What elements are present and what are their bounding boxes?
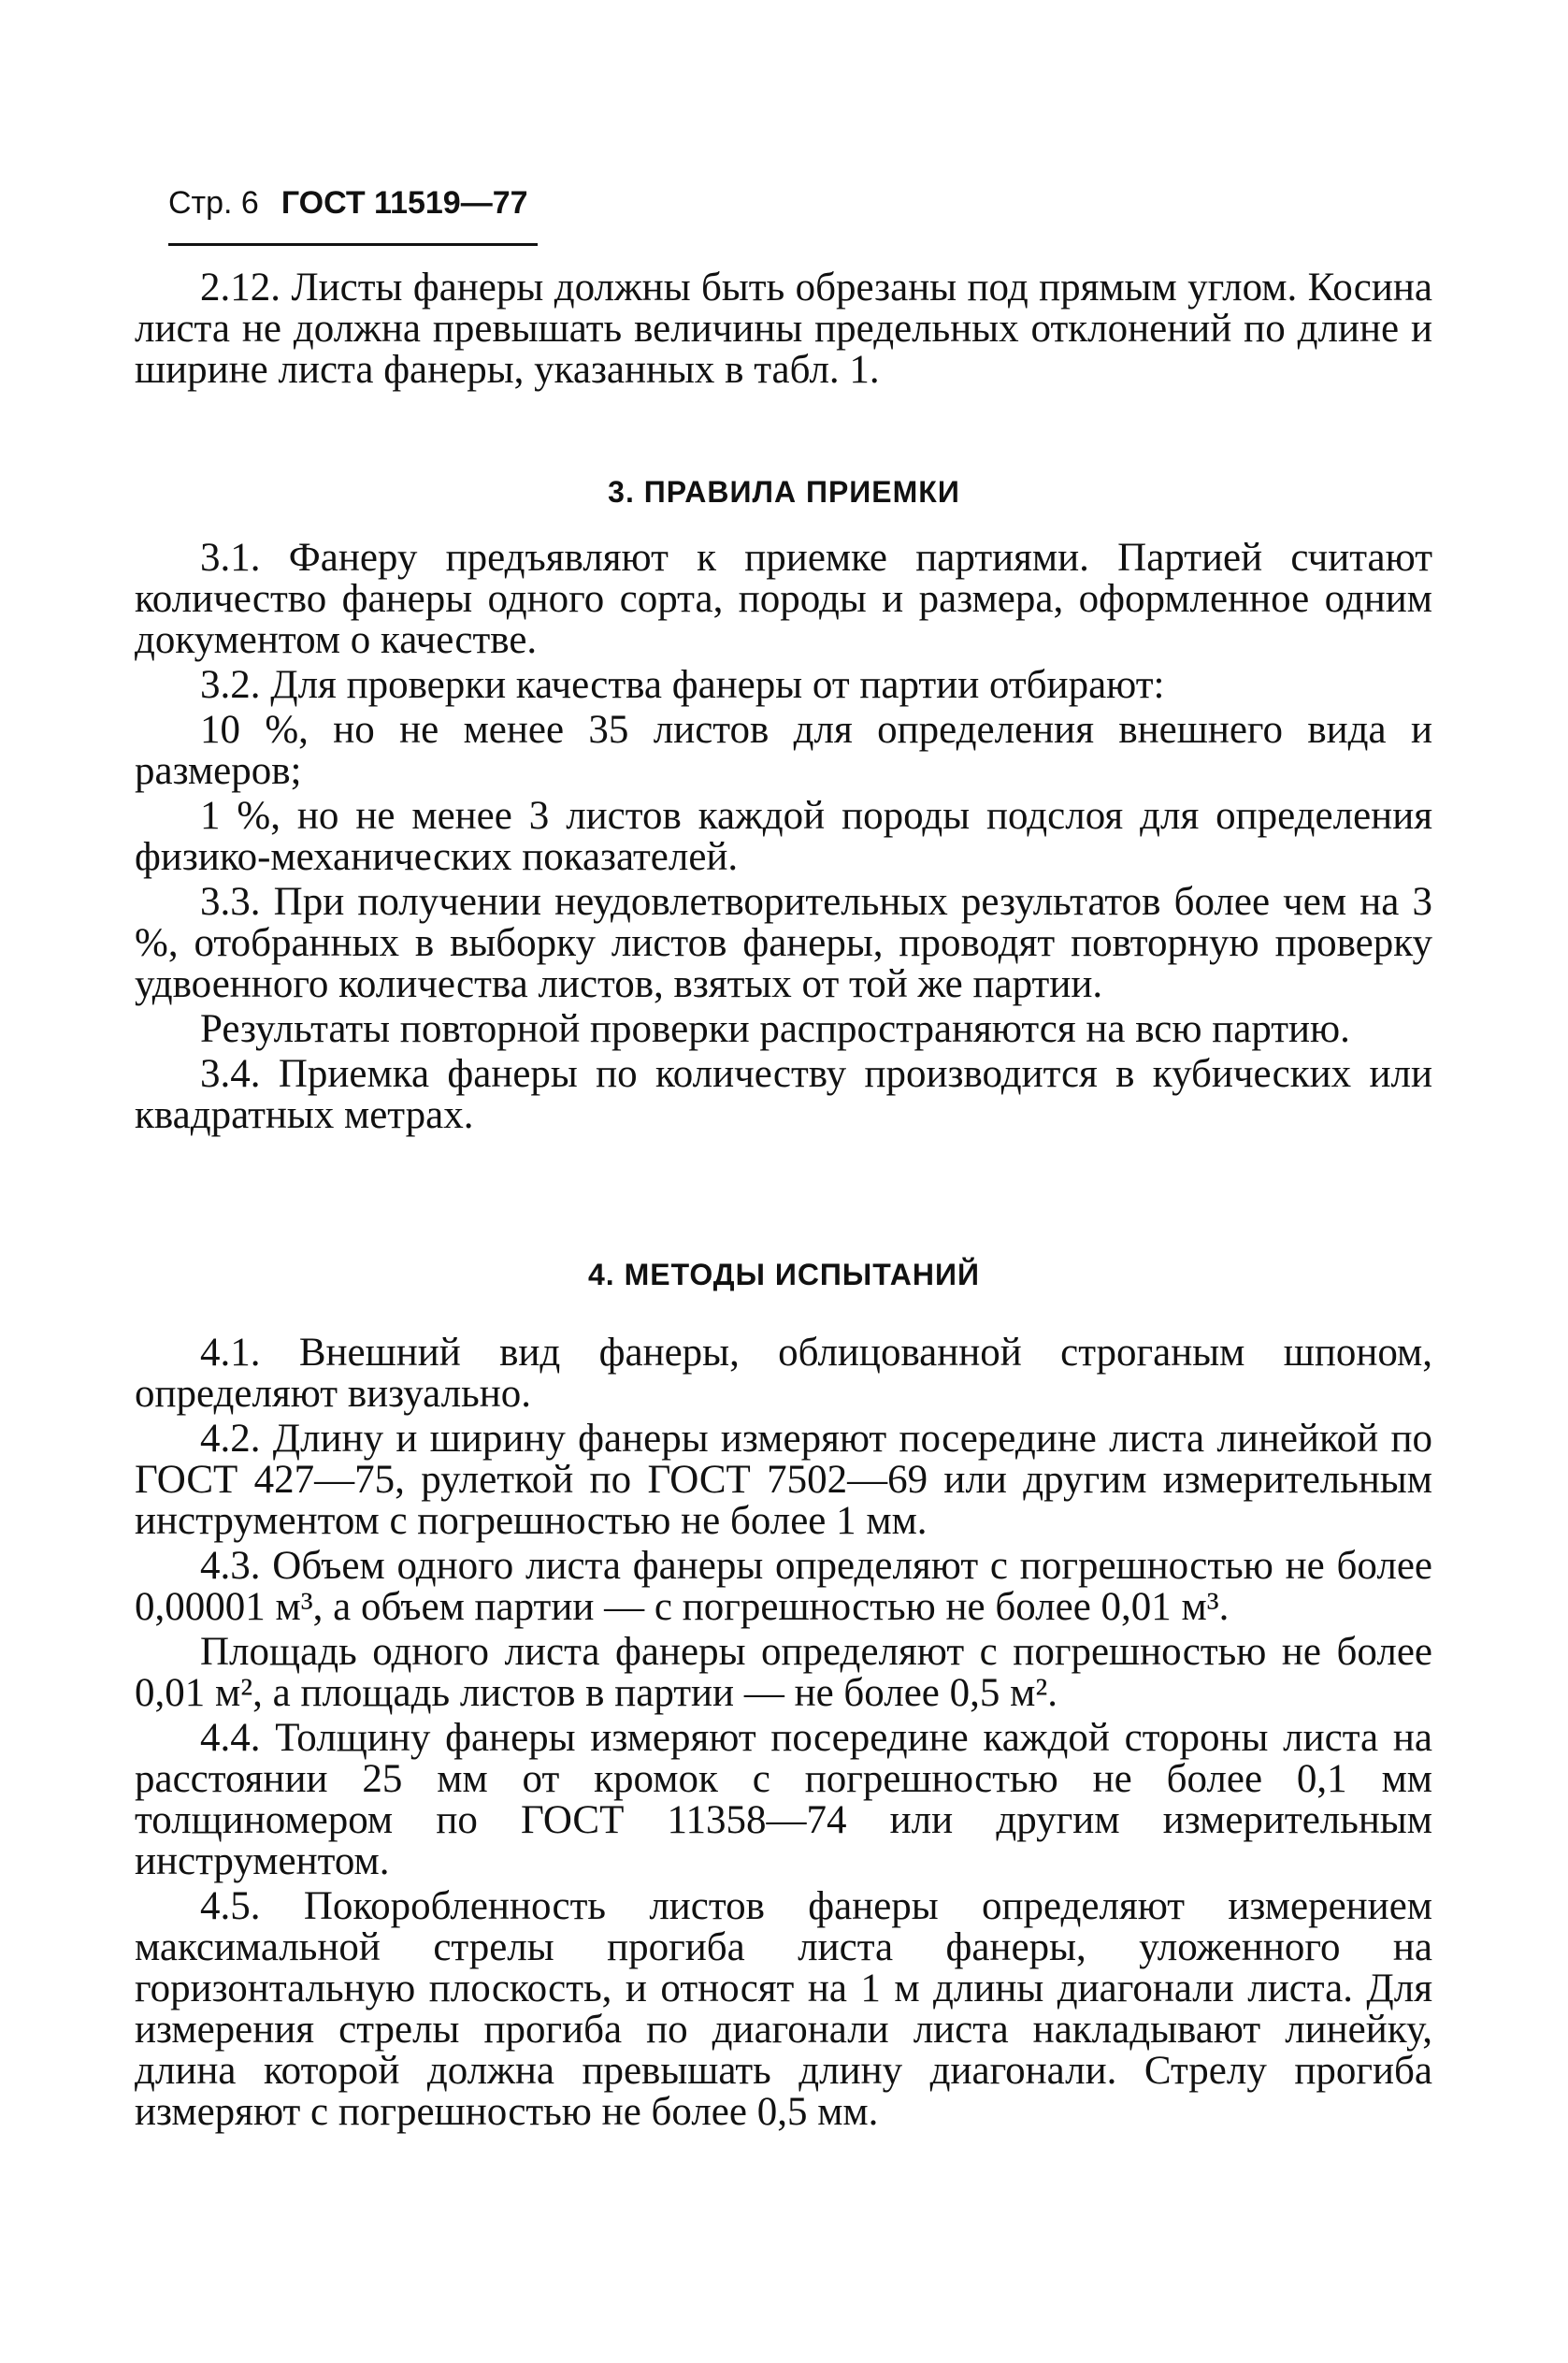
clause-4-3-continuation: Площадь одного листа фанеры определяют с погрешностью не более 0,01 м², а площадь листов в партии — не более 0,5 м². — [135, 1630, 1432, 1715]
running-header — [168, 185, 538, 246]
clause-4-4: 4.4. Толщину фанеры измеряют посередине каждой стороны листа на расстоянии 25 мм от кромок с погрешностью не более 0,1 мм толщиномером по ГОСТ 11358—74 или другим измерительным инструментом. — [135, 1716, 1432, 1883]
clause-4-5: 4.5. Покоробленность листов фанеры определяют измерением максимальной стрелы прогиба листа фанеры, уложенного на горизонтальную плоскость, и относят на 1 м длины диагонали листа. Для измерения стрелы прогиба по диагонали листа накладывают линейку, длина которой должна превышать длину диагонали. Стрелу прогиба измеряют с погрешностью не более 0,5 мм. — [135, 1884, 1432, 2134]
clause-3-3-continuation: Результаты повторной проверки распространяются на всю партию. — [200, 1007, 1350, 1051]
clause-4-3: 4.3. Объем одного листа фанеры определяют с погрешностью не более 0,00001 м³, а объем партии — с погрешностью не более 0,01 м³. — [135, 1544, 1432, 1629]
clause-3-2: 3.2. Для проверки качества фанеры от партии отбирают: — [200, 663, 1165, 707]
clause-3-1: 3.1. Фанеру предъявляют к приемке партиями. Партией считают количество фанеры одного сорта, породы и размера, оформленное одним документом о качестве. — [135, 536, 1432, 662]
section-3-title: 3. ПРАВИЛА ПРИЕМКИ — [608, 475, 960, 509]
clause-3-3: 3.3. При получении неудовлетворительных результатов более чем на 3 %, отобранных в выборку листов фанеры, проводят повторную проверку удвоенного количества листов, взятых от той же партии. — [135, 880, 1432, 1006]
clause-4-1: 4.1. Внешний вид фанеры, облицованной строганым шпоном, определяют визуально. — [135, 1331, 1432, 1416]
section-4-body — [135, 1333, 1432, 2133]
clause-3-2-item-a: 10 %, но не менее 35 листов для определения внешнего вида и размеров; — [135, 708, 1432, 793]
clause-4-2: 4.2. Длину и ширину фанеры измеряют посередине листа линейкой по ГОСТ 427—75, рулеткой по ГОСТ 7502—69 или другим измерительным инструментом с погрешностью не более 1 мм. — [135, 1417, 1432, 1543]
clause-2-12: 2.12. Листы фанеры должны быть обрезаны под прямым углом. Косина листа не должна превышать величины предельных отклонений по длине и ширине листа фанеры, указанных в табл. 1. — [135, 266, 1432, 392]
clause-2-12-block — [135, 267, 1432, 391]
clause-3-4: 3.4. Приемка фанеры по количеству производится в кубических или квадратных метрах. — [135, 1052, 1432, 1137]
section-3-body — [135, 538, 1432, 1136]
page-number: Стр. 6 — [168, 185, 259, 221]
section-4-title: 4. МЕТОДЫ ИСПЫТАНИЙ — [588, 1258, 980, 1291]
standard-designation: ГОСТ 11519—77 — [281, 185, 528, 221]
clause-3-2-item-b: 1 %, но не менее 3 листов каждой породы подслоя для определения физико-механических показателей. — [135, 794, 1432, 879]
